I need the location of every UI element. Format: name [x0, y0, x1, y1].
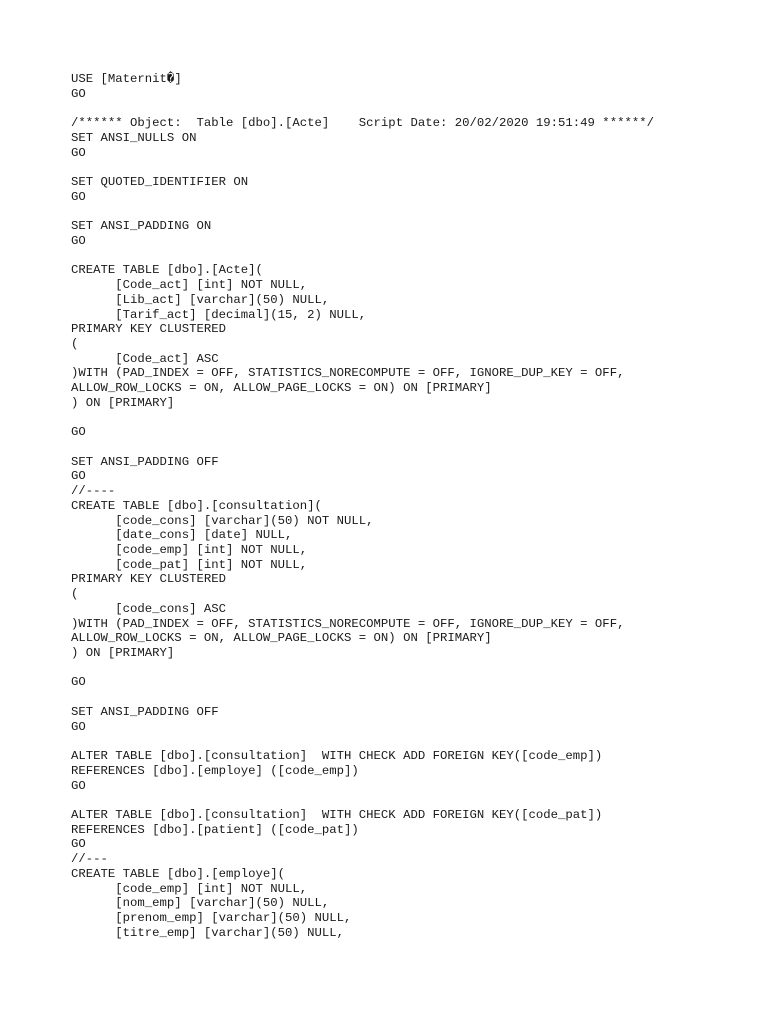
code-line: [code_cons] ASC [71, 601, 226, 616]
code-line: [prenom_emp] [varchar](50) NULL, [71, 910, 352, 925]
code-line: )WITH (PAD_INDEX = OFF, STATISTICS_NORECOMPUTE = OFF, IGNORE_DUP_KEY = OFF, [71, 616, 625, 631]
blank-line [71, 690, 654, 705]
code-line: GO [71, 778, 86, 793]
code-line: GO [71, 837, 86, 852]
code-line: [Tarif_act] [decimal](15, 2) NULL, [71, 307, 367, 322]
code-line: REFERENCES [dbo].[patient] ([code_pat]) [71, 822, 359, 837]
code-line: GO [71, 86, 86, 101]
code-line: //---- [71, 484, 116, 499]
code-line: ( [71, 336, 79, 351]
code-line: GO [71, 425, 86, 440]
blank-line [71, 793, 654, 808]
code-line: [Code_act] [int] NOT NULL, [71, 278, 308, 293]
code-line: ) ON [PRIMARY] [71, 646, 175, 661]
code-line: [date_cons] [date] NULL, [71, 528, 293, 543]
code-line: SET ANSI_NULLS ON [71, 130, 197, 145]
code-line: CREATE TABLE [dbo].[consultation]( [71, 498, 322, 513]
code-line: ALLOW_ROW_LOCKS = ON, ALLOW_PAGE_LOCKS = ON) ON [PRIMARY] [71, 381, 492, 396]
sql-script [71, 72, 654, 940]
code-line: [code_emp] [int] NOT NULL, [71, 881, 308, 896]
blank-line [71, 411, 654, 426]
code-line: SET ANSI_PADDING ON [71, 219, 212, 234]
code-line: [Lib_act] [varchar](50) NULL, [71, 292, 330, 307]
blank-line [71, 661, 654, 676]
code-line: //--- [71, 852, 108, 867]
code-line: SET ANSI_PADDING OFF [71, 454, 219, 469]
blank-line [71, 440, 654, 455]
code-line: ALTER TABLE [dbo].[consultation] WITH CHECK ADD FOREIGN KEY([code_pat]) [71, 807, 603, 822]
code-line: GO [71, 189, 86, 204]
code-line: [code_emp] [int] NOT NULL, [71, 543, 308, 557]
code-line: [nom_emp] [varchar](50) NULL, [71, 896, 330, 911]
code-line: [titre_emp] [varchar](50) NULL, [71, 925, 345, 940]
code-line: ) ON [PRIMARY] [71, 395, 175, 410]
code-line: CREATE TABLE [dbo].[Acte]( [71, 263, 263, 278]
code-line: [code_pat] [int] NOT NULL, [71, 557, 308, 572]
code-line: /****** Object: Table [dbo].[Acte] Script Date: 20/02/2020 19:51:49 ******/ [71, 116, 654, 131]
code-line: [code_cons] [varchar](50) NOT NULL, [71, 513, 374, 528]
code-line: GO [71, 469, 86, 484]
code-line: [Code_act] ASC [71, 351, 219, 366]
blank-line [71, 160, 654, 175]
blank-line [71, 249, 654, 264]
blank-line [71, 734, 654, 749]
code-line: GO [71, 719, 86, 734]
code-line: )WITH (PAD_INDEX = OFF, STATISTICS_NORECOMPUTE = OFF, IGNORE_DUP_KEY = OFF, [71, 366, 625, 381]
code-line: ALTER TABLE [dbo].[consultation] WITH CHECK ADD FOREIGN KEY([code_emp]) [71, 749, 603, 764]
code-line: SET ANSI_PADDING OFF [71, 704, 219, 719]
code-line: GO [71, 145, 86, 160]
code-line: GO [71, 233, 86, 248]
code-line: PRIMARY KEY CLUSTERED [71, 572, 226, 587]
code-line: PRIMARY KEY CLUSTERED [71, 322, 226, 337]
code-line: CREATE TABLE [dbo].[employe]( [71, 866, 286, 881]
code-line: ( [71, 587, 79, 602]
code-line: GO [71, 675, 86, 690]
blank-line [71, 101, 654, 116]
code-line: ALLOW_ROW_LOCKS = ON, ALLOW_PAGE_LOCKS = ON) ON [PRIMARY] [71, 631, 492, 646]
code-line: REFERENCES [dbo].[employe] ([code_emp]) [71, 763, 359, 778]
code-line: USE [Maternit�] [71, 72, 182, 86]
blank-line [71, 204, 654, 219]
code-line: SET QUOTED_IDENTIFIER ON [71, 175, 249, 190]
